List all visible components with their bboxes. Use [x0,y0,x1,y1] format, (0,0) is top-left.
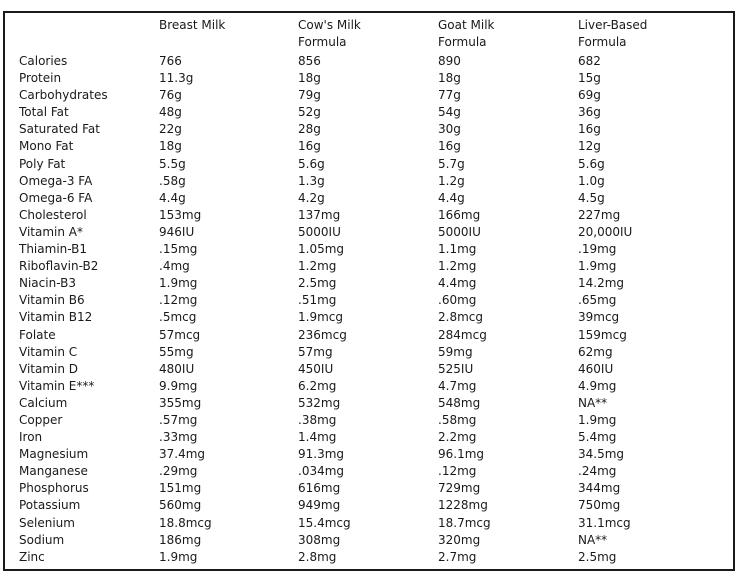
table-row [5,258,733,275]
breast-milk-value: 1.9mg [159,549,198,564]
table-row [5,412,733,429]
column-header-breast-milk: Breast Milk [159,18,226,32]
breast-milk-value: .15mg [159,242,198,257]
breast-milk-value: 18g [159,139,182,154]
liver-based-formula-value: 36g [578,105,601,120]
nutrient-label: Potassium [19,498,81,513]
breast-milk-value: 4.4g [159,190,186,205]
liver-based-formula-value: 227mg [578,207,621,222]
cows-milk-formula-value: 856 [298,54,321,68]
nutrition-comparison-table [3,11,735,571]
cows-milk-formula-value: 1.4mg [298,430,337,445]
table-row [5,327,733,344]
cows-milk-formula-value: .38mg [298,412,337,427]
nutrient-label: Total Fat [19,105,69,120]
liver-based-formula-value: 12g [578,139,601,154]
nutrient-label: Vitamin B12 [19,310,93,325]
table-row [5,532,733,549]
liver-based-formula-value: NA** [578,395,608,410]
goat-milk-formula-value: 1.2g [438,173,465,188]
cows-milk-formula-value: 5000IU [298,224,341,239]
goat-milk-formula-value: 890 [438,54,461,68]
liver-based-formula-value: 39mcg [578,310,620,325]
liver-based-formula-value: 460IU [578,361,614,376]
goat-milk-formula-value: 4.4g [438,190,465,205]
table-row [5,138,733,155]
nutrient-label: Phosphorus [19,481,89,496]
breast-milk-value: 18.8mcg [159,515,212,530]
liver-based-formula-value: 159mcg [578,327,627,342]
table-row [5,480,733,497]
cows-milk-formula-value: 28g [298,122,321,137]
breast-milk-value: 22g [159,122,182,137]
nutrient-label: Vitamin D [19,361,79,376]
breast-milk-value: 57mcg [159,327,201,342]
breast-milk-value: 5.5g [159,156,186,171]
table-body [5,53,733,566]
goat-milk-formula-value: 284mcg [438,327,487,342]
goat-milk-formula-value: 30g [438,122,461,137]
breast-milk-value: 153mg [159,207,202,222]
table-row [5,446,733,463]
nutrient-label: Saturated Fat [19,122,100,137]
cows-milk-formula-value: 52g [298,105,321,120]
nutrient-label: Folate [19,327,56,342]
table-row [5,190,733,207]
goat-milk-formula-value: 729mg [438,481,481,496]
liver-based-formula-value: 5.4mg [578,430,617,445]
table-row [5,224,733,241]
nutrient-label: Riboflavin-B2 [19,259,99,274]
table-row [5,275,733,292]
table-row [5,549,733,566]
cows-milk-formula-value: .034mg [298,464,345,479]
breast-milk-value: .29mg [159,464,198,479]
cows-milk-formula-value: 4.2g [298,190,325,205]
goat-milk-formula-value: 54g [438,105,461,120]
goat-milk-formula-value: 2.2mg [438,430,477,445]
nutrient-label: Sodium [19,532,65,547]
goat-milk-formula-value: 5000IU [438,224,481,239]
liver-based-formula-value: .24mg [578,464,617,479]
table-row [5,497,733,514]
nutrient-label: Vitamin E*** [19,378,95,393]
cows-milk-formula-value: 1.3g [298,173,325,188]
breast-milk-value: 151mg [159,481,202,496]
table-row [5,173,733,190]
table-row [5,241,733,258]
table-row [5,463,733,480]
breast-milk-value: .4mg [159,259,190,274]
liver-based-formula-value: 5.6g [578,156,605,171]
goat-milk-formula-value: 4.4mg [438,276,477,291]
nutrient-label: Poly Fat [19,156,66,171]
liver-based-formula-value: 31.1mcg [578,515,631,530]
table-row [5,361,733,378]
liver-based-formula-value: 1.0g [578,173,605,188]
nutrient-label: Omega-3 FA [19,173,93,188]
goat-milk-formula-value: 5.7g [438,156,465,171]
liver-based-formula-value: 34.5mg [578,447,625,462]
column-header-cows-milk-formula: Cow's Milk Formula [298,18,361,49]
goat-milk-formula-value: 2.7mg [438,549,477,564]
liver-based-formula-value: 1.9mg [578,412,617,427]
cows-milk-formula-value: 79g [298,88,321,103]
liver-based-formula-value: 2.5mg [578,549,617,564]
cows-milk-formula-value: 308mg [298,532,341,547]
table-row [5,429,733,446]
cows-milk-formula-value: .51mg [298,293,337,308]
breast-milk-value: 9.9mg [159,378,198,393]
column-header-liver-based-formula: Liver-Based Formula [578,18,648,49]
liver-based-formula-value: 750mg [578,498,621,513]
liver-based-formula-value: 14.2mg [578,276,625,291]
goat-milk-formula-value: 1.2mg [438,259,477,274]
nutrient-label: Copper [19,412,63,427]
nutrient-label: Omega-6 FA [19,190,93,205]
goat-milk-formula-value: .60mg [438,293,477,308]
liver-based-formula-value: 62mg [578,344,613,359]
liver-based-formula-value: 1.9mg [578,259,617,274]
table-row [5,121,733,138]
liver-based-formula-value: .65mg [578,293,617,308]
nutrient-label: Iron [19,430,43,445]
goat-milk-formula-value: 1228mg [438,498,488,513]
breast-milk-value: 355mg [159,395,202,410]
cows-milk-formula-value: 1.2mg [298,259,337,274]
table-row [5,207,733,224]
nutrient-label: Vitamin A* [19,224,83,239]
nutrient-label: Cholesterol [19,207,87,222]
breast-milk-value: 946IU [159,224,195,239]
nutrient-label: Niacin-B3 [19,276,76,291]
cows-milk-formula-value: 236mcg [298,327,347,342]
cows-milk-formula-value: 1.9mcg [298,310,343,325]
nutrient-label: Vitamin B6 [19,293,85,308]
breast-milk-value: 1.9mg [159,276,198,291]
nutrient-label: Zinc [19,549,45,564]
breast-milk-value: 37.4mg [159,447,206,462]
breast-milk-value: 560mg [159,498,202,513]
table-row [5,309,733,326]
cows-milk-formula-value: 15.4mcg [298,515,351,530]
nutrient-label: Calories [19,54,68,68]
cows-milk-formula-value: 91.3mg [298,447,345,462]
breast-milk-value: .58g [159,173,186,188]
cows-milk-formula-value: 5.6g [298,156,325,171]
goat-milk-formula-value: 548mg [438,395,481,410]
goat-milk-formula-value: 59mg [438,344,473,359]
breast-milk-value: 76g [159,88,182,103]
goat-milk-formula-value: 77g [438,88,461,103]
table-row [5,104,733,121]
cows-milk-formula-value: 1.05mg [298,242,345,257]
goat-milk-formula-value: 4.7mg [438,378,477,393]
cows-milk-formula-value: 949mg [298,498,341,513]
liver-based-formula-value: 4.5g [578,190,605,205]
goat-milk-formula-value: 18.7mcg [438,515,491,530]
liver-based-formula-value: NA** [578,532,608,547]
cows-milk-formula-value: 2.8mg [298,549,337,564]
goat-milk-formula-value: 18g [438,71,461,86]
liver-based-formula-value: 69g [578,88,601,103]
cows-milk-formula-value: 18g [298,71,321,86]
goat-milk-formula-value: 320mg [438,532,481,547]
breast-milk-value: 766 [159,54,182,68]
breast-milk-value: 186mg [159,532,202,547]
breast-milk-value: .5mcg [159,310,197,325]
liver-based-formula-value: 682 [578,54,601,68]
column-header-goat-milk-formula: Goat Milk Formula [438,18,495,49]
nutrient-label: Selenium [19,515,75,530]
goat-milk-formula-value: 525IU [438,361,474,376]
table-row [5,515,733,532]
breast-milk-value: .33mg [159,430,198,445]
goat-milk-formula-value: .58mg [438,412,477,427]
liver-based-formula-value: .19mg [578,242,617,257]
breast-milk-value: 48g [159,105,182,120]
cows-milk-formula-value: 57mg [298,344,333,359]
table-row [5,70,733,87]
goat-milk-formula-value: 166mg [438,207,481,222]
table-row [5,292,733,309]
goat-milk-formula-value: 16g [438,139,461,154]
nutrient-label: Vitamin C [19,344,78,359]
nutrient-label: Manganese [19,464,88,479]
breast-milk-value: .57mg [159,412,198,427]
cows-milk-formula-value: 616mg [298,481,341,496]
liver-based-formula-value: 4.9mg [578,378,617,393]
table-row [5,156,733,173]
goat-milk-formula-value: 2.8mcg [438,310,483,325]
goat-milk-formula-value: 1.1mg [438,242,477,257]
table-row [5,87,733,104]
liver-based-formula-value: 20,000IU [578,224,633,239]
breast-milk-value: 11.3g [159,71,194,86]
liver-based-formula-value: 344mg [578,481,621,496]
nutrient-label: Mono Fat [19,139,74,154]
cows-milk-formula-value: 2.5mg [298,276,337,291]
cows-milk-formula-value: 137mg [298,207,341,222]
table-row [5,344,733,361]
nutrient-label: Calcium [19,395,68,410]
nutrient-label: Carbohydrates [19,88,108,103]
table-row [5,395,733,412]
goat-milk-formula-value: .12mg [438,464,477,479]
nutrient-label: Protein [19,71,62,86]
table-row [5,53,733,70]
breast-milk-value: 55mg [159,344,194,359]
table-row [5,378,733,395]
breast-milk-value: .12mg [159,293,198,308]
cows-milk-formula-value: 16g [298,139,321,154]
nutrient-label: Thiamin-B1 [19,242,88,257]
nutrient-label: Magnesium [19,447,89,462]
cows-milk-formula-value: 532mg [298,395,341,410]
goat-milk-formula-value: 96.1mg [438,447,485,462]
cows-milk-formula-value: 450IU [298,361,334,376]
cows-milk-formula-value: 6.2mg [298,378,337,393]
breast-milk-value: 480IU [159,361,195,376]
liver-based-formula-value: 15g [578,71,601,86]
liver-based-formula-value: 16g [578,122,601,137]
table-header [5,17,733,53]
